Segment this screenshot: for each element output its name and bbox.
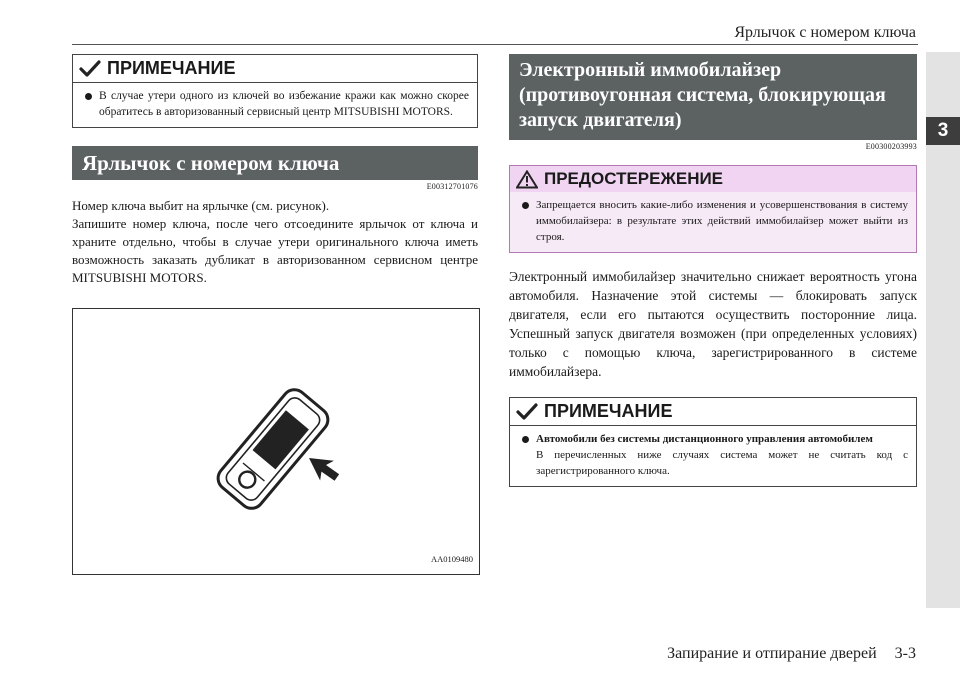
- note-body: [510, 426, 916, 486]
- note-body: [73, 83, 477, 127]
- footer-section: Запирание и отпирание дверей: [667, 645, 877, 662]
- note-item-heading: Автомобили без системы дистанционного управления автомобилем: [536, 433, 873, 445]
- warning-triangle-icon: [516, 170, 538, 189]
- note-item-text: В случае утери одного из ключей во избежание кражи как можно скорее обратитесь в авторизованный сервисный центр MITSUBISHI MOTORS.: [99, 90, 469, 118]
- figure-code: AA0109480: [430, 554, 473, 564]
- warning-item-text: Запрещается вносить какие-либо изменения и усовершенствования в систему иммобилайзера: в результате этих действий иммобилайзер может выйти из строя.: [536, 199, 908, 243]
- section-title: Ярлычок с номером ключа: [82, 151, 340, 175]
- section-title-line: запуск двигателя): [519, 109, 682, 131]
- note-box: [509, 397, 917, 487]
- note-title: ПРИМЕЧАНИЕ: [107, 58, 236, 78]
- bullet-icon: [85, 93, 92, 100]
- section-title-bar: [72, 146, 478, 180]
- bullet-icon: [522, 436, 529, 443]
- page-number: 3-3: [894, 645, 916, 662]
- key-tag-figure: [72, 308, 480, 575]
- chapter-number-tab[interactable]: 3: [926, 117, 960, 145]
- page-footer: [667, 645, 916, 663]
- warning-box: [509, 165, 917, 253]
- paragraph: Электронный иммобилайзер значительно снижает вероятность угона автомобиля. Назначение этой системы — блокировать запуск двигателя, если его пытаются осуществить посторонние лица. Успешный запуск двигателя возможен (при определенных условиях) только с помощью ключа, зарегистрированного в системе иммобилайзера.: [509, 269, 917, 379]
- warning-title: ПРЕДОСТЕРЕЖЕНИЕ: [544, 169, 724, 188]
- note-item: [522, 431, 908, 447]
- key-tag-illustration: [73, 309, 479, 574]
- bullet-icon: [522, 202, 529, 209]
- warning-item: [522, 197, 908, 245]
- warning-header: [510, 166, 916, 192]
- checkmark-icon: [516, 403, 538, 421]
- left-column: [72, 54, 478, 287]
- paragraph: Запишите номер ключа, после чего отсоедините ярлычок от ключа и храните отдельно, чтобы в случае утери оригинального ключа иметь возможность заказать дубликат в авторизованном сервисном центре MITSUBISHI MOTORS.: [72, 216, 478, 285]
- paragraph: Номер ключа выбит на ярлычке (см. рисунок).: [72, 198, 330, 213]
- note-item-text: В перечисленных ниже случаях система может не считать код с зарегистрированного ключа.: [536, 449, 908, 477]
- section-code: E00312701076: [426, 182, 478, 191]
- section-code: E00300203993: [865, 142, 917, 151]
- note-box: [72, 54, 478, 128]
- note-header: [73, 55, 477, 83]
- section-title-line: Электронный иммобилайзер: [519, 59, 782, 81]
- note-item: [85, 88, 469, 120]
- header-rule: [72, 44, 918, 45]
- section-title-bar: [509, 54, 917, 140]
- checkmark-icon: [79, 60, 101, 78]
- note-title: ПРИМЕЧАНИЕ: [544, 401, 673, 421]
- note-header: [510, 398, 916, 426]
- running-header: Ярлычок с номером ключа: [734, 24, 916, 41]
- right-column: [509, 54, 917, 487]
- warning-body: [510, 192, 916, 252]
- section-title-line: (противоугонная система, блокирующая: [519, 84, 886, 106]
